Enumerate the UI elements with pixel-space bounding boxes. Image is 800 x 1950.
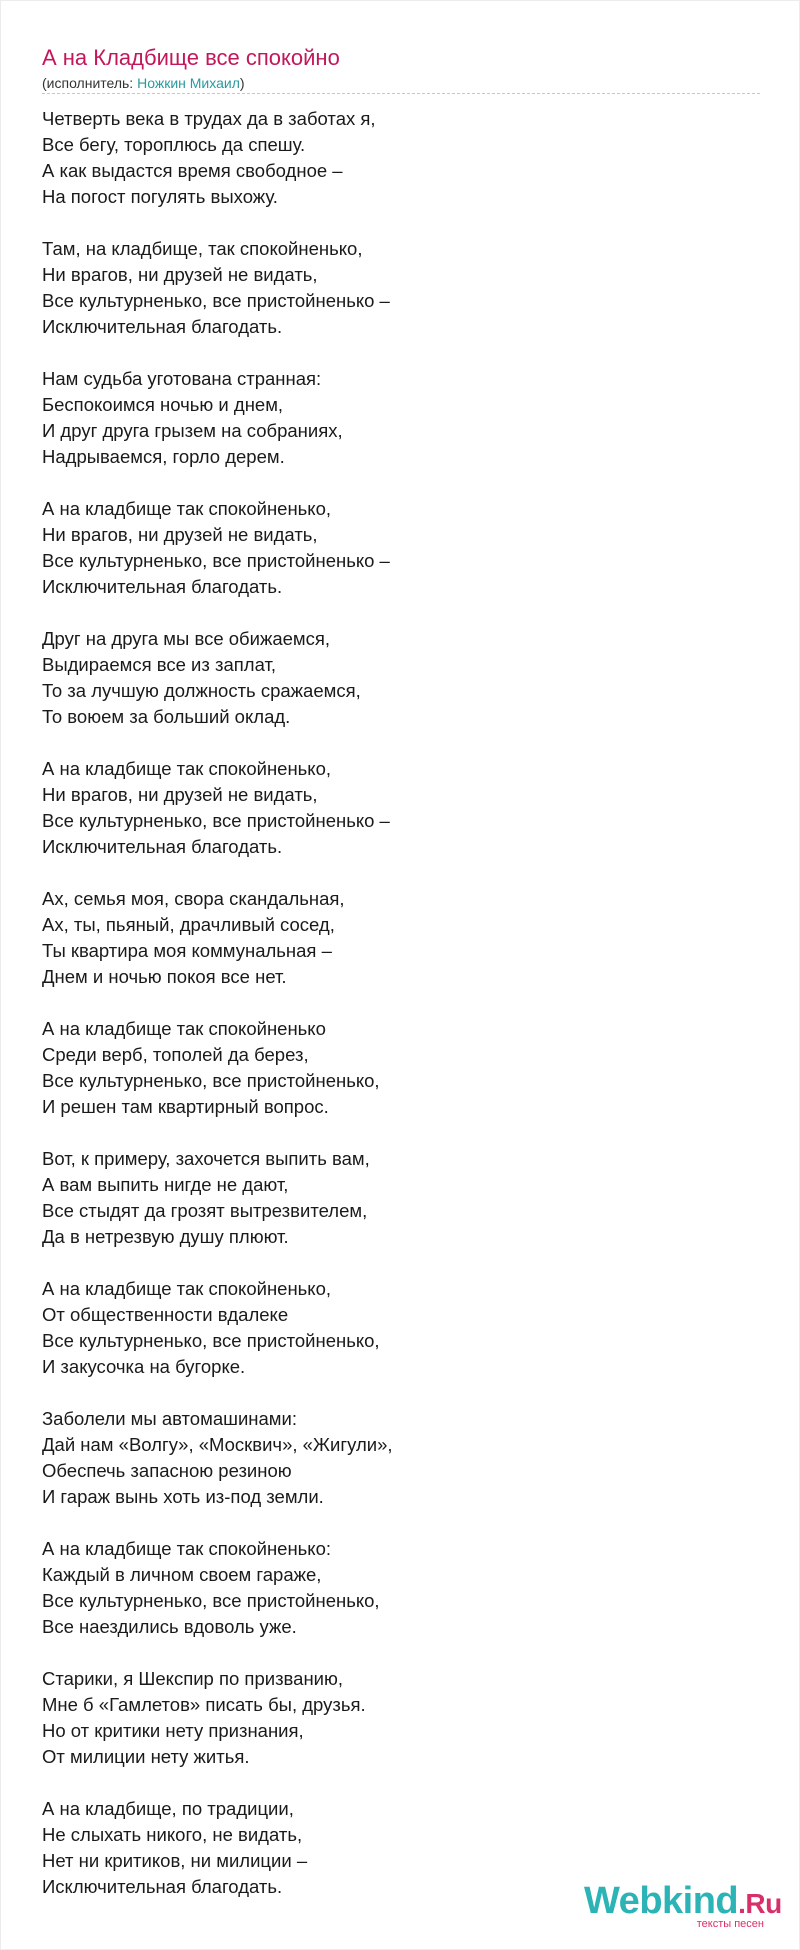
lyrics-stanza xyxy=(42,886,742,990)
lyrics-line: Да в нетрезвую душу плюют. xyxy=(42,1226,289,1247)
lyrics-stanza xyxy=(42,1276,742,1380)
lyrics-stanza xyxy=(42,1666,742,1770)
byline-suffix: ) xyxy=(239,75,245,91)
lyrics-line: Исключительная благодать. xyxy=(42,1876,283,1897)
lyrics-line: Исключительная благодать. xyxy=(42,836,283,857)
lyrics-line: Все наездились вдоволь уже. xyxy=(42,1616,297,1637)
lyrics-line: Четверть века в трудах да в заботах я, xyxy=(42,108,376,129)
lyrics-line: Исключительная благодать. xyxy=(42,576,283,597)
lyrics-line: От общественности вдалеке xyxy=(42,1304,289,1325)
lyrics-line: Дай нам «Волгу», «Москвич», «Жигули», xyxy=(42,1434,393,1455)
lyrics-stanza xyxy=(42,1146,742,1250)
lyrics-line: То за лучшую должность сражаемся, xyxy=(42,680,361,701)
lyrics-line: А на кладбище так спокойненько, xyxy=(42,758,332,779)
page-title: А на Кладбище все спокойно xyxy=(42,45,340,70)
logo-tld: .Ru xyxy=(738,1888,782,1919)
lyrics-line: А как выдастся время свободное – xyxy=(42,160,343,181)
lyrics-line: Мне б «Гамлетов» писать бы, друзья. xyxy=(42,1694,366,1715)
lyrics-stanza xyxy=(42,1016,742,1120)
lyrics-line: Днем и ночью покоя все нет. xyxy=(42,966,287,987)
lyrics-line: И друг друга грызем на собраниях, xyxy=(42,420,343,441)
lyrics-line: Все культурненько, все пристойненько – xyxy=(42,810,390,831)
lyrics-line: И гараж вынь хоть из-под земли. xyxy=(42,1486,324,1507)
lyrics-line: А на кладбище, по традиции, xyxy=(42,1798,294,1819)
lyrics-stanza xyxy=(42,1406,742,1510)
lyrics-line: На погост погулять выхожу. xyxy=(42,186,278,207)
lyrics-stanza xyxy=(42,366,742,470)
lyrics-line: Там, на кладбище, так спокойненько, xyxy=(42,238,363,259)
lyrics-stanza xyxy=(42,496,742,600)
lyrics-line: Ни врагов, ни друзей не видать, xyxy=(42,264,318,285)
lyrics-stanza xyxy=(42,626,742,730)
lyrics-line: Не слыхать никого, не видать, xyxy=(42,1824,303,1845)
lyrics-line: То воюем за больший оклад. xyxy=(42,706,291,727)
lyrics-line: Выдираемся все из заплат, xyxy=(42,654,277,675)
lyrics-line: А на кладбище так спокойненько: xyxy=(42,1538,332,1559)
lyrics-line: Среди верб, тополей да берез, xyxy=(42,1044,309,1065)
lyrics-line: Но от критики нету признания, xyxy=(42,1720,304,1741)
lyrics-line: Ты квартира моя коммунальная – xyxy=(42,940,332,961)
lyrics-line: А вам выпить нигде не дают, xyxy=(42,1174,289,1195)
lyrics-line: Все культурненько, все пристойненько, xyxy=(42,1070,380,1091)
lyrics-line: Исключительная благодать. xyxy=(42,316,283,337)
lyrics-stanza xyxy=(42,236,742,340)
lyrics-line: Беспокоимся ночью и днем, xyxy=(42,394,284,415)
lyrics-line: Нет ни критиков, ни милиции – xyxy=(42,1850,308,1871)
lyrics-stanza xyxy=(42,756,742,860)
byline-prefix: (исполнитель: xyxy=(42,75,138,91)
lyrics-line: Ах, семья моя, свора скандальная, xyxy=(42,888,345,909)
lyrics-line: Обеспечь запасною резиною xyxy=(42,1460,292,1481)
lyrics-line: От милиции нету житья. xyxy=(42,1746,250,1767)
lyrics-line: Старики, я Шекспир по призванию, xyxy=(42,1668,344,1689)
lyrics-line: Надрываемся, горло дерем. xyxy=(42,446,285,467)
lyrics-line: Все культурненько, все пристойненько, xyxy=(42,1590,380,1611)
lyrics-line: А на кладбище так спокойненько, xyxy=(42,1278,332,1299)
lyrics-line: Ах, ты, пьяный, драчливый сосед, xyxy=(42,914,335,935)
lyrics-line: Все бегу, тороплюсь да спешу. xyxy=(42,134,306,155)
webkind-logo[interactable] xyxy=(584,1880,782,1931)
lyrics-line: А на кладбище так спокойненько xyxy=(42,1018,326,1039)
performer-byline xyxy=(42,74,245,92)
lyrics-line: Ни врагов, ни друзей не видать, xyxy=(42,524,318,545)
lyrics-line: Заболели мы автомашинами: xyxy=(42,1408,297,1429)
lyrics-line: Вот, к примеру, захочется выпить вам, xyxy=(42,1148,370,1169)
logo-word: Webkind xyxy=(584,1880,739,1922)
lyrics-line: Все культурненько, все пристойненько, xyxy=(42,1330,380,1351)
lyrics-line: Все культурненько, все пристойненько – xyxy=(42,290,390,311)
lyrics-line: И закусочка на бугорке. xyxy=(42,1356,246,1377)
lyrics-line: Друг на друга мы все обижаемся, xyxy=(42,628,331,649)
lyrics-line: Нам судьба уготована странная: xyxy=(42,368,322,389)
lyrics-line: Ни врагов, ни друзей не видать, xyxy=(42,784,318,805)
lyrics-line: Все стыдят да грозят вытрезвителем, xyxy=(42,1200,368,1221)
lyrics-stanza xyxy=(42,106,742,210)
lyrics-line: Каждый в личном своем гараже, xyxy=(42,1564,322,1585)
dashed-divider xyxy=(42,93,760,94)
lyrics-line: А на кладбище так спокойненько, xyxy=(42,498,332,519)
lyrics-body xyxy=(42,106,742,1926)
lyrics-stanza xyxy=(42,1536,742,1640)
lyrics-line: И решен там квартирный вопрос. xyxy=(42,1096,329,1117)
lyrics-line: Все культурненько, все пристойненько – xyxy=(42,550,390,571)
artist-link[interactable]: Ножкин Михаил xyxy=(137,75,240,91)
logo-tagline: тексты песен xyxy=(696,1918,764,1930)
